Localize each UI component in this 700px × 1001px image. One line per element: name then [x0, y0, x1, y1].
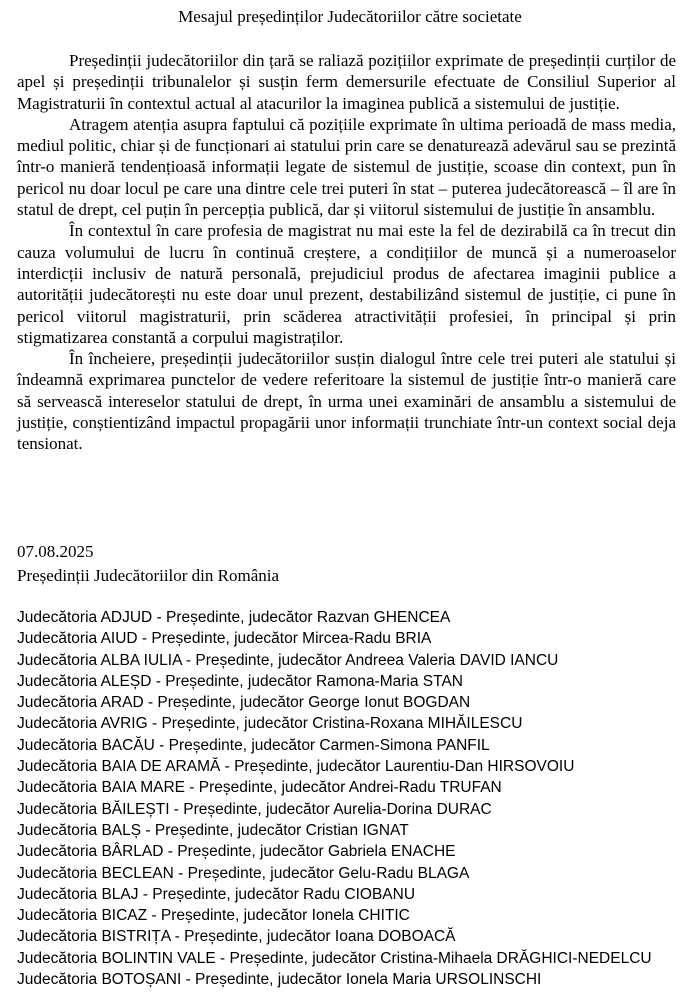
- list-item: Judecătoria ALEȘD - Președinte, judecător Ramona-Maria STAN: [17, 672, 463, 690]
- list-item: Judecătoria ADJUD - Președinte, judecător Razvan GHENCEA: [17, 609, 451, 626]
- list-item: Judecătoria BISTRIȚA - Președinte, judecător Ioana DOBOACĂ: [17, 928, 456, 946]
- list-item: Judecătoria BÂRLAD - Președinte, judecător Gabriela ENACHE: [17, 843, 456, 861]
- list-item: Judecătoria BAIA MARE - Președinte, judecător Andrei-Radu TRUFAN: [17, 779, 502, 797]
- list-item: Judecătoria BALȘ - Președinte, judecător Cristian IGNAT: [17, 821, 409, 839]
- signature-line: Președinții Judecătoriilor din România: [17, 566, 280, 585]
- list-item: Judecătoria BICAZ - Președinte, judecător Ionela CHITIC: [17, 907, 410, 925]
- list-item: Judecătoria AIUD - Președinte, judecător Mircea-Radu BRIA: [17, 630, 432, 648]
- list-item: Judecătoria BACĂU - Președinte, judecător Carmen-Simona PANFIL: [17, 736, 490, 754]
- message-body: [17, 50, 676, 455]
- list-item: Judecătoria BECLEAN - Președinte, judecător Gelu-Radu BLAGA: [17, 864, 470, 882]
- list-item: Judecătoria AVRIG - Președinte, judecător Cristina-Roxana MIHĂILESCU: [17, 715, 523, 733]
- list-item: Judecătoria BLAJ - Președinte, judecător Radu CIOBANU: [17, 885, 416, 903]
- document-title: Mesajul președinților Judecătoriilor către societate: [178, 7, 522, 26]
- list-item: Judecătoria ARAD - Președinte, judecător George Ionut BOGDAN: [17, 694, 471, 712]
- paragraph-4: În încheiere, președinții judecătoriilor susțin dialogul între cele trei puteri ale statului și îndeamnă exprimarea punctelor de vedere referitoare la sistemul de justiție într-o manieră care să servească intereselor statului de drept, în urma unei examinări de ansamblu a sistemului de justiție, conștientizând impactul propagării unor informații trunchiate într-un context social deja tensionat.: [17, 349, 676, 454]
- paragraph-3: În contextul în care profesia de magistrat nu mai este la fel de dezirabilă ca în trecut din cauza volumului de lucru în continuă creștere, a condițiilor de muncă și a numeroaselor interdicții inclusiv de natură personală, prejudiciul produs de afectarea imaginii publice a autorității judecătorești nu este doar unul prezent, destabilizând sistemul de justiție, ci pune în pericol viitorul magistraturii, prin scăderea atractivității profesiei, în principal și prin stigmatizarea constantă a corpului magistraților.: [17, 221, 676, 347]
- list-item: Judecătoria ALBA IULIA - Președinte, judecător Andreea Valeria DAVID IANCU: [17, 651, 559, 669]
- list-item: Judecătoria BOTOȘANI - Președinte, judecător Ionela Maria URSOLINSCHI: [17, 971, 542, 989]
- document-date: 07.08.2025: [17, 542, 94, 561]
- list-item: Judecătoria BOLINTIN VALE - Președinte, judecător Cristina-Mihaela DRĂGHICI-NEDELCU: [17, 949, 652, 967]
- paragraph-1: Președinții judecătoriilor din țară se raliază pozițiilor exprimate de președinții curților de apel și președinții tribunalelor și susțin ferm demersurile efectuate de Consiliul Superior al Magistraturii în contextul actual al atacurilor la imaginea publică a sistemului de justiție.: [17, 51, 676, 113]
- paragraph-2: Atragem atenția asupra faptului că pozițiile exprimate în ultima perioadă de mass media, mediul politic, chiar și de funcționari ai statului prin care se denaturează adevărul sau se prezintă într-o manieră tendențioasă informații legate de sistemul de justiție, scoase din context, pun în pericol nu doar locul pe care una dintre cele trei puteri în stat – puterea judecătorească – îl are în statul de drept, cel puțin în percepția publică, dar și viitorul sistemului de justiție în ansamblu.: [17, 114, 676, 220]
- court-presidents-list: [17, 607, 687, 990]
- list-item: Judecătoria BAIA DE ARAMĂ - Președinte, judecător Laurentiu-Dan HIRSOVOIU: [17, 758, 575, 776]
- list-item: Judecătoria BĂILEȘTI - Președinte, judecător Aurelia-Dorina DURAC: [17, 800, 492, 818]
